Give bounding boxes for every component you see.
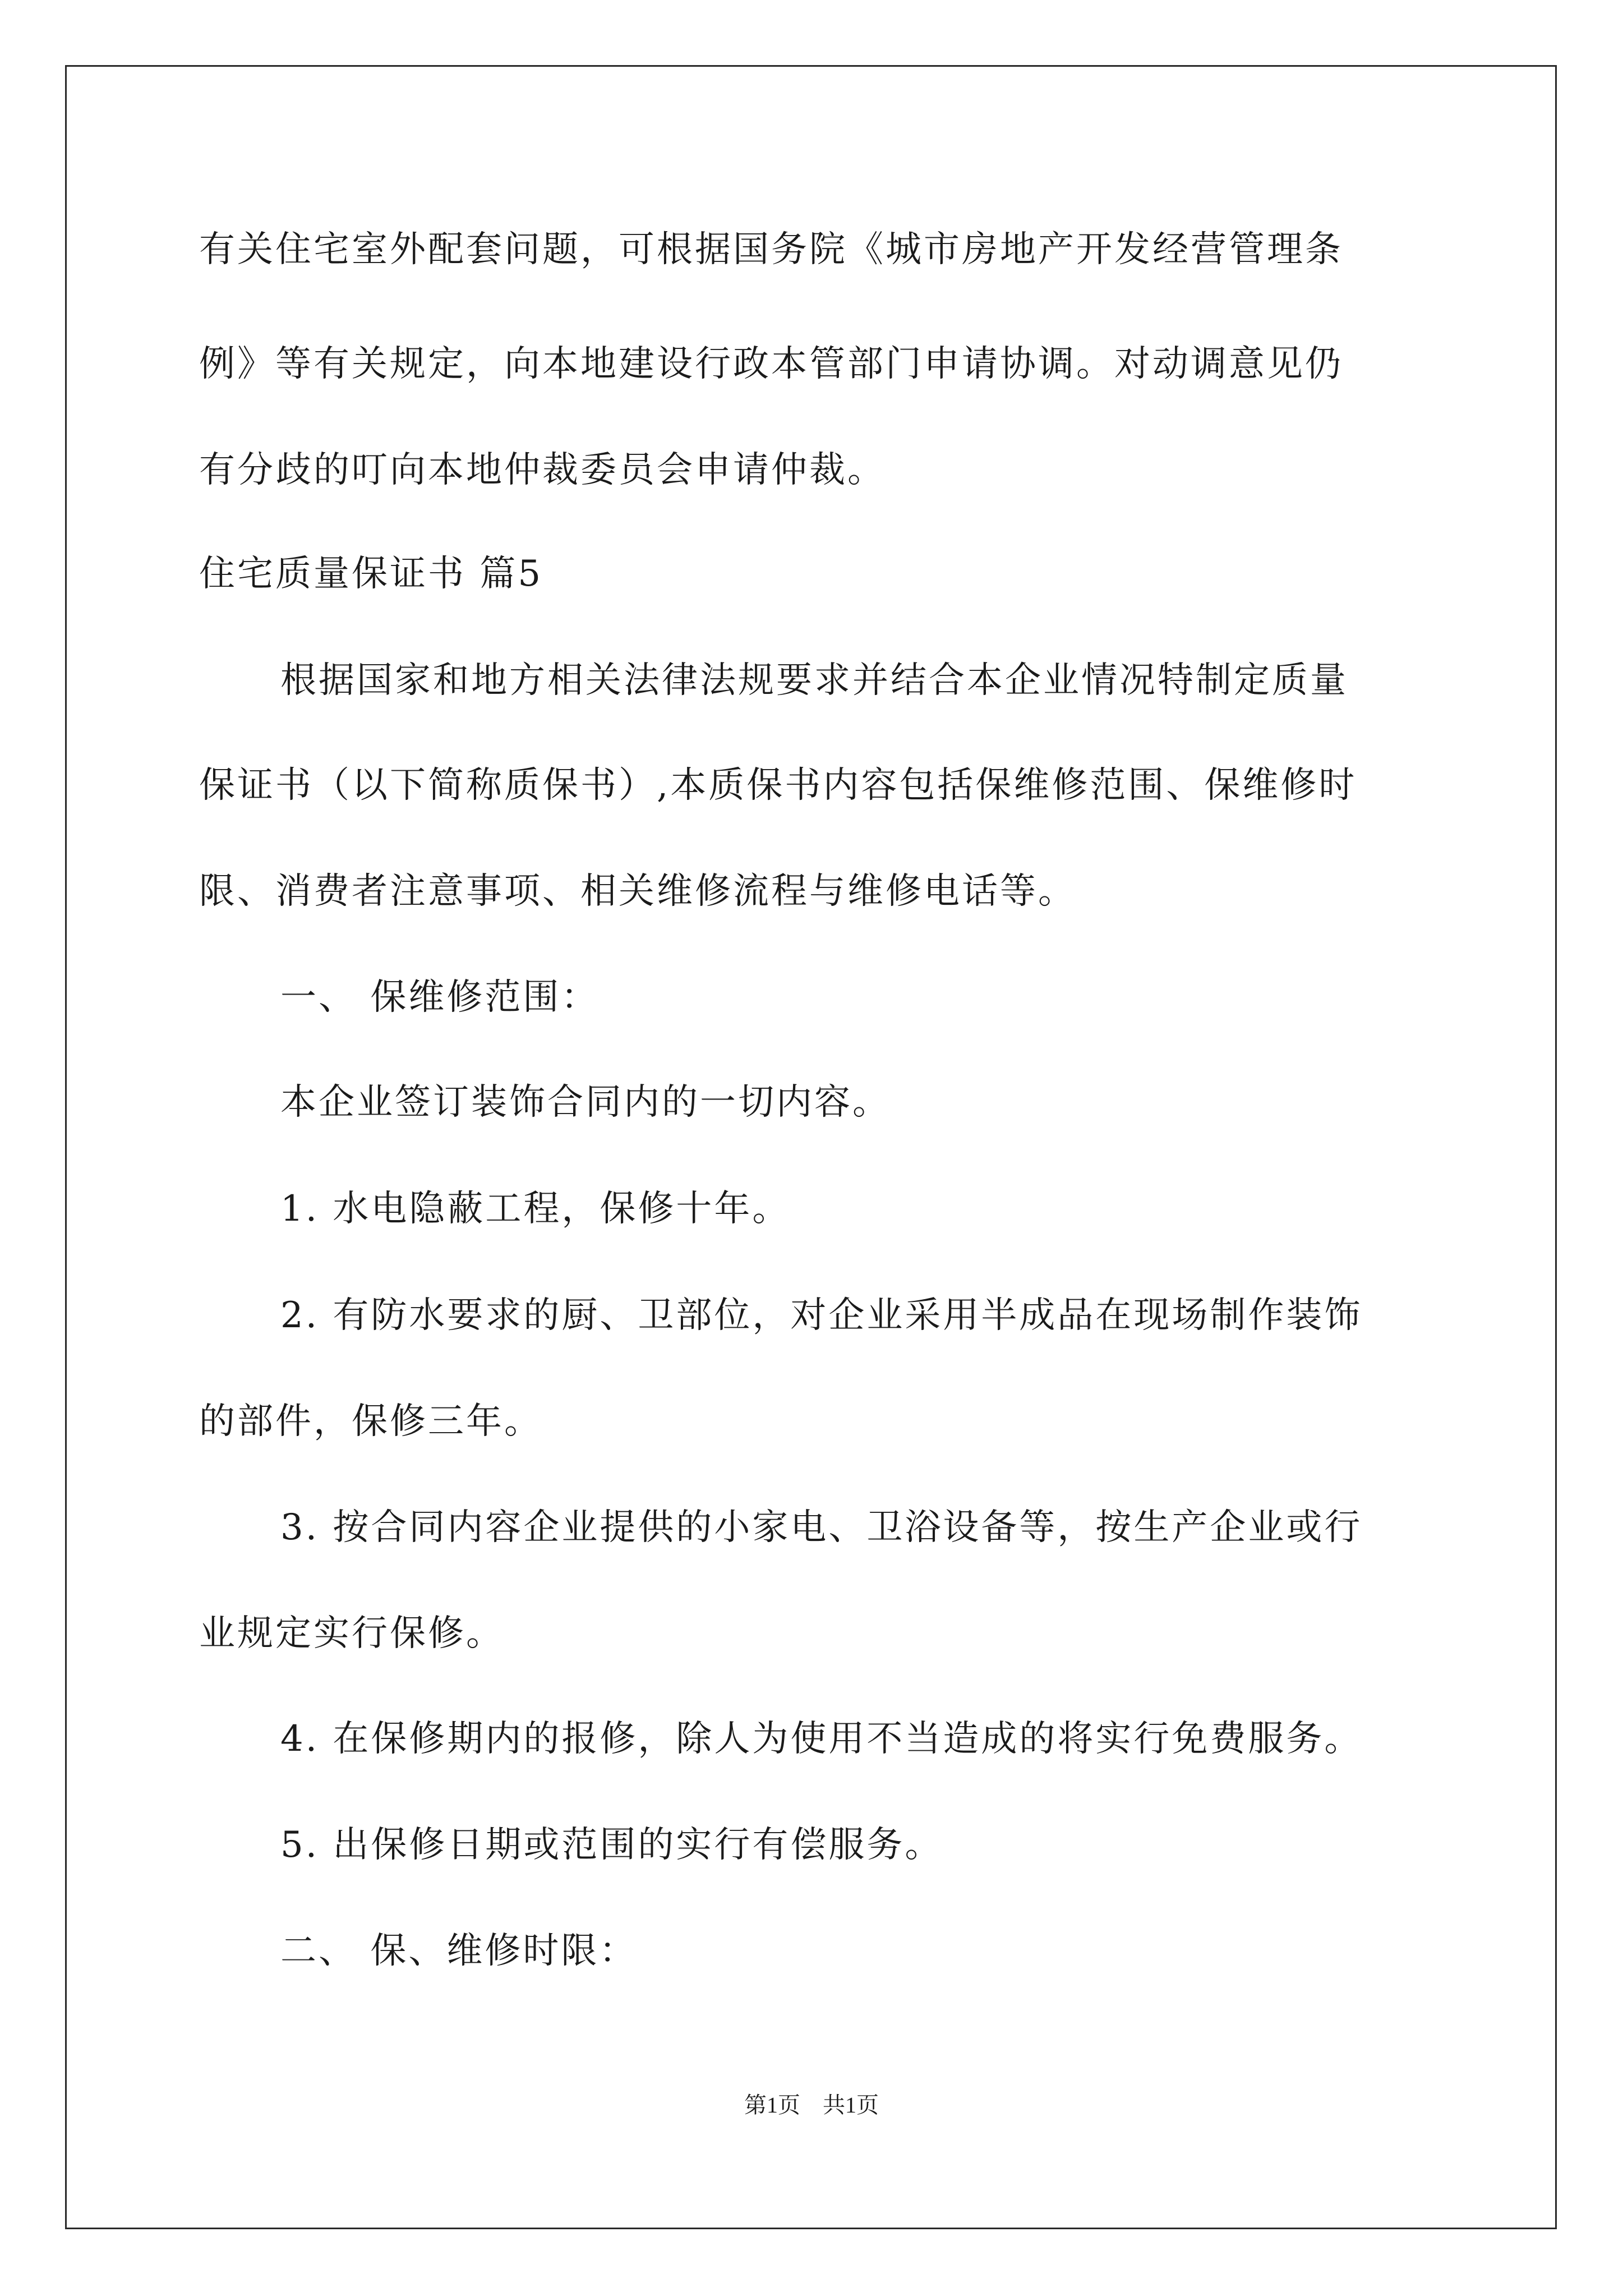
body-line: 限、消费者注意事项、相关维修流程与维修电话等。 xyxy=(199,871,1076,912)
list-item: 1. 水电隐蔽工程，保修十年。 xyxy=(280,1188,791,1230)
page-footer: 第1页 共1页 xyxy=(744,2092,879,2118)
list-item-continuation: 的部件，保修三年。 xyxy=(199,1401,542,1442)
subheading: 二、 保、维修时限： xyxy=(280,1930,638,1972)
list-item: 3. 按合同内容企业提供的小家电、卫浴设备等，按生产企业或行 xyxy=(280,1507,1363,1548)
body-line: 保证书（以下简称质保书）,本质保书内容包括保维修范围、保维修时 xyxy=(199,765,1357,806)
list-item: 2. 有防水要求的厨、卫部位，对企业采用半成品在现场制作装饰 xyxy=(280,1295,1363,1336)
body-line: 有分歧的叮向本地仲裁委员会申请仲裁。 xyxy=(199,449,886,491)
body-line: 根据国家和地方相关法律法规要求并结合本企业情况特制定质量 xyxy=(280,660,1348,701)
page-border xyxy=(65,65,1557,2229)
subheading: 一、 保维修范围： xyxy=(280,977,600,1018)
body-line: 本企业签订装饰合同内的一切内容。 xyxy=(280,1082,891,1123)
body-line: 例》等有关规定，向本地建设行政本管部门申请协调。对动调意见仍 xyxy=(199,343,1343,385)
list-item: 4. 在保修期内的报修，除人为使用不当造成的将实行免费服务。 xyxy=(280,1718,1363,1760)
list-item: 5. 出保修日期或范围的实行有偿服务。 xyxy=(280,1824,943,1866)
body-line: 有关住宅室外配套问题，可根据国务院《城市房地产开发经营管理条 xyxy=(199,229,1343,270)
section-heading: 住宅质量保证书 篇5 xyxy=(199,553,543,595)
list-item-continuation: 业规定实行保修。 xyxy=(199,1613,504,1654)
